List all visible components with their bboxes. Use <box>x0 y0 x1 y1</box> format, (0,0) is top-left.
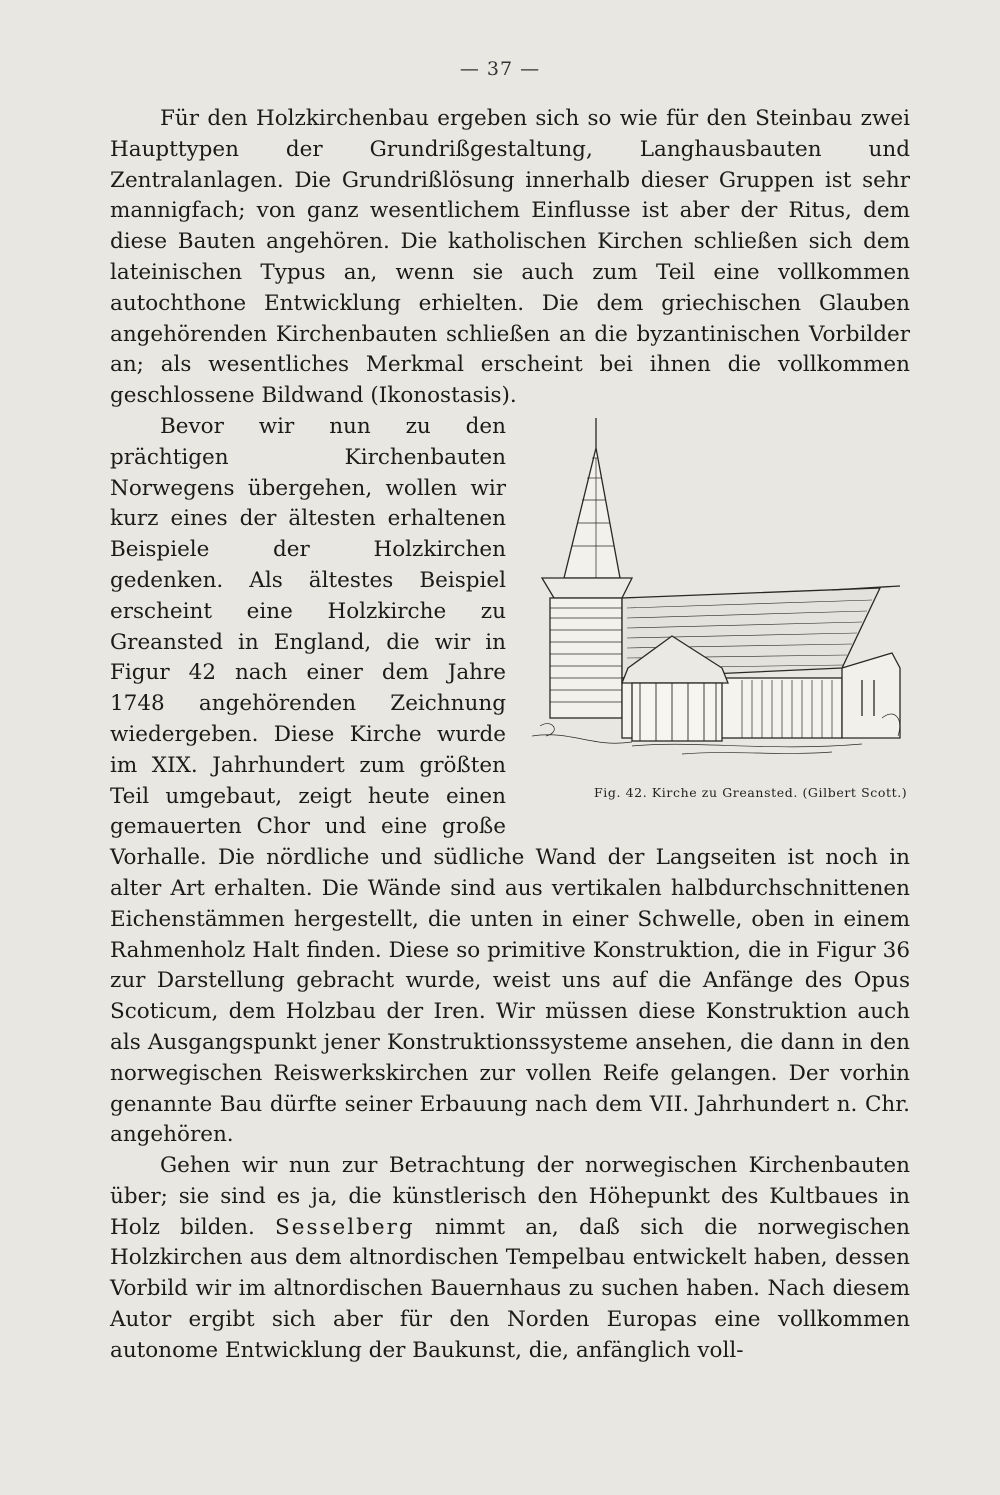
paragraph-2 <box>110 412 910 1151</box>
figure-42 <box>532 418 924 813</box>
figure-caption: Fig. 42. Kirche zu Greansted. (Gilbert Scott.) <box>594 785 908 801</box>
church-drawing-icon <box>532 418 924 778</box>
author-name: Sesselberg <box>275 1214 415 1240</box>
paragraph-1: Für den Holzkirchenbau ergeben sich so wie für den Steinbau zwei Haupttypen der Grundrißgestaltung, Langhausbauten und Zentralanlagen. Die Grundrißlösung innerhalb dieser Gruppen ist sehr mannigfach; von ganz wesentlichem Einflusse ist aber der Ritus, dem diese Bauten angehören. Die katholischen Kirchen schließen sich dem lateinischen Typus an, wenn sie auch zum Teil eine vollkommen autochthone Entwicklung erhielten. Die dem griechischen Glauben angehörenden Kirchenbauten schließen an die byzantinischen Vorbilder an; als wesentliches Merkmal erscheint bei ihnen die vollkommen geschlossene Bildwand (Ikonostasis). <box>110 106 910 409</box>
paragraph-3 <box>110 1151 910 1367</box>
paragraph-3-rest: nimmt an, daß sich die norwegischen Holzkirchen aus dem altnordischen Tempelbau entwickelt haben, dessen Vorbild wir im altnordischen Bauernhaus zu suchen haben. Nach diesem Autor ergibt sich aber für den Norden Europas eine vollkommen autonome Entwicklung der Baukunst, die, anfänglich voll- <box>110 1214 910 1363</box>
body-text <box>110 104 910 1367</box>
page-number: — 37 — <box>459 58 541 80</box>
paragraph-3-start: Gehen wir nun zur Betrachtung der norwegischen Kirchenbauten über; sie sind es ja, die künstlerisch den Höhepunkt des Kultbaues in Holz bilden. <box>110 1153 910 1240</box>
paragraph-2-text: Bevor wir nun zu den prächtigen Kirchenbauten Norwegens übergehen, wollen wir kurz eines der ältesten erhaltenen Beispiele der Holzkirchen gedenken. Als ältestes Beispiel erscheint eine Holzkirche zu Greansted in England, die wir in Figur 42 nach einer dem Jahre 1748 angehörenden Zeichnung wiedergeben. Diese Kirche wurde im XIX. Jahrhundert zum größten Teil umgebaut, zeigt heute einen gemauerten Chor und eine große Vorhalle. Die nördliche und südliche Wand der Langseiten ist noch in alter Art erhalten. Die Wände sind aus vertikalen halbdurchschnittenen Eichenstämmen hergestellt, die unten in einer Schwelle, oben in einem Rahmenholz Halt finden. Diese so primitive Konstruktion, die in Figur 36 zur Darstellung gebracht wurde, weist uns auf die Anfänge des Opus Scoticum, dem Holzbau der Iren. Wir müssen diese Konstruktion auch als Ausgangspunkt jener Konstruktionssysteme ansehen, die dann in den norwegischen Reiswerkskirchen zur vollen Reife gelangen. Der vorhin genannte Bau dürfte seiner Erbauung nach dem VII. Jahrhundert n. Chr. angehören. <box>110 413 910 1148</box>
